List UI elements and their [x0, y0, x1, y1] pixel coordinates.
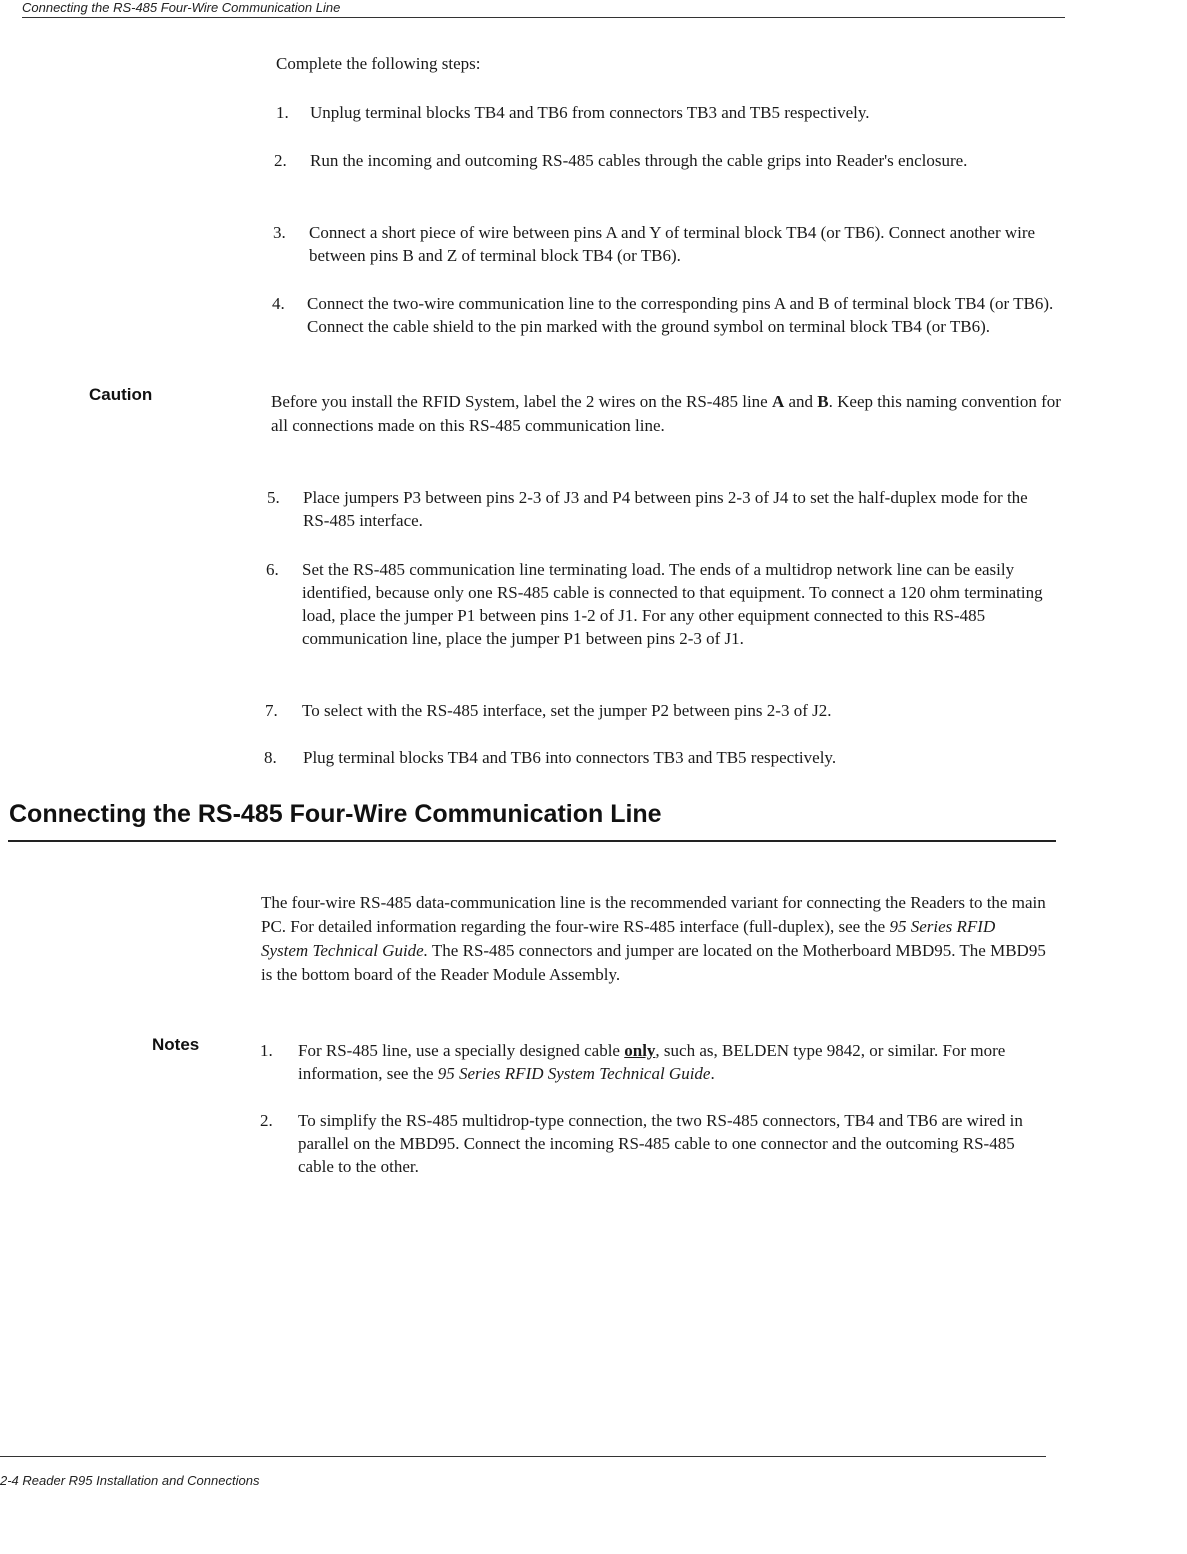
- guide-reference: 95 Series RFID System Technical Guide.: [261, 917, 996, 960]
- caution-text-1: Before you install the RFID System, label the 2 wires on the RS-485 line: [271, 392, 772, 411]
- section-para-1: The four-wire RS-485 data-communication line is the recommended variant for connecting the Readers to the main PC. For detailed information regarding the four-wire RS-485 interface (full-duplex), see the: [261, 893, 1046, 936]
- note-text: To simplify the RS-485 multidrop-type connection, the two RS-485 connectors, TB4 and TB6 are wired in parallel on the MBD95. Connect the incoming RS-485 cable to one connector and the outcoming RS-485 cable to the other.: [298, 1111, 1023, 1176]
- caution-bold-a: A: [771, 392, 785, 411]
- note-2: [260, 1109, 1050, 1181]
- step-4: [272, 292, 1062, 364]
- step-text: Set the RS-485 communication line terminating load. The ends of a multidrop network line can be easily identified, because only one RS-485 cable is connected to that equipment. To connect a 120 ohm terminating load, place the jumper P1 between pins 1-2 of J1. For any other equipment connected to this RS-485 communication line, place the jumper P1 between pins 2-3 of J1.: [302, 560, 1043, 648]
- step-1: [276, 101, 1066, 125]
- note-1-text-3: .: [710, 1064, 715, 1083]
- intro-text: Complete the following steps:: [276, 54, 481, 73]
- step-text: Plug terminal blocks TB4 and TB6 into connectors TB3 and TB5 respectively.: [303, 748, 837, 767]
- caution-text-3: . Keep this naming convention for all connections made on this RS-485 communication line.: [271, 392, 1061, 435]
- step-number: 7.: [265, 701, 278, 720]
- note-1-text-1: For RS-485 line, use a specially designed cable: [298, 1041, 625, 1060]
- note-1: [260, 1039, 1055, 1087]
- notes-label: Notes: [152, 1035, 200, 1054]
- note-text: [298, 1039, 1055, 1085]
- step-text: Unplug terminal blocks TB4 and TB6 from connectors TB3 and TB5 respectively.: [310, 103, 870, 122]
- caution-text: [271, 390, 1061, 438]
- step-text: Connect the two-wire communication line to the corresponding pins A and B of terminal block TB4 (or TB6). Connect the cable shield to the pin marked with the ground symbol on terminal block TB4 (or TB6).: [307, 294, 1054, 336]
- step-number: 8.: [264, 748, 277, 767]
- step-2: [274, 149, 1034, 197]
- step-text: Place jumpers P3 between pins 2-3 of J3 and P4 between pins 2-3 of J4 to set the half-duplex mode for the RS-485 interface.: [303, 488, 1028, 530]
- caution-text-2: and: [784, 392, 818, 411]
- note-number: 1.: [260, 1041, 273, 1060]
- section-paragraph: [261, 891, 1046, 987]
- note-number: 2.: [260, 1111, 273, 1130]
- step-8: [264, 746, 1054, 770]
- running-header: Connecting the RS-485 Four-Wire Communication Line: [22, 0, 341, 15]
- step-number: 2.: [274, 151, 287, 170]
- step-number: 4.: [272, 294, 285, 313]
- step-number: 1.: [276, 103, 289, 122]
- step-5: [267, 486, 1057, 534]
- footer-rule: [0, 1456, 1046, 1457]
- caution-bold-b: B: [817, 392, 829, 411]
- step-number: 6.: [266, 560, 279, 579]
- caution-label: Caution: [89, 385, 153, 404]
- step-6: [266, 558, 1056, 678]
- step-text: To select with the RS-485 interface, set the jumper P2 between pins 2-3 of J2.: [302, 701, 832, 720]
- section-para-2: The RS-485 connectors and jumper are located on the Motherboard MBD95. The MBD95 is the bottom board of the Reader Module Assembly.: [261, 941, 1046, 984]
- section-title: Connecting the RS-485 Four-Wire Communication Line: [9, 800, 662, 828]
- section-rule: [8, 840, 1056, 842]
- header-rule: [22, 17, 1065, 18]
- step-text: Connect a short piece of wire between pins A and Y of terminal block TB4 (or TB6). Connect another wire between pins B and Z of terminal block TB4 (or TB6).: [309, 223, 1036, 265]
- page-footer: 2-4 Reader R95 Installation and Connections: [0, 1473, 260, 1488]
- step-7: [265, 699, 1055, 723]
- step-3: [273, 221, 1068, 269]
- note-1-text-2: , such as, BELDEN type 9842, or similar. For more information, see the: [298, 1041, 1006, 1083]
- note-1-reference: 95 Series RFID System Technical Guide: [437, 1064, 711, 1083]
- step-number: 5.: [267, 488, 280, 507]
- step-text: Run the incoming and outcoming RS-485 cables through the cable grips into Reader's enclosure.: [310, 151, 968, 170]
- note-1-only: only: [624, 1041, 656, 1060]
- step-number: 3.: [273, 223, 286, 242]
